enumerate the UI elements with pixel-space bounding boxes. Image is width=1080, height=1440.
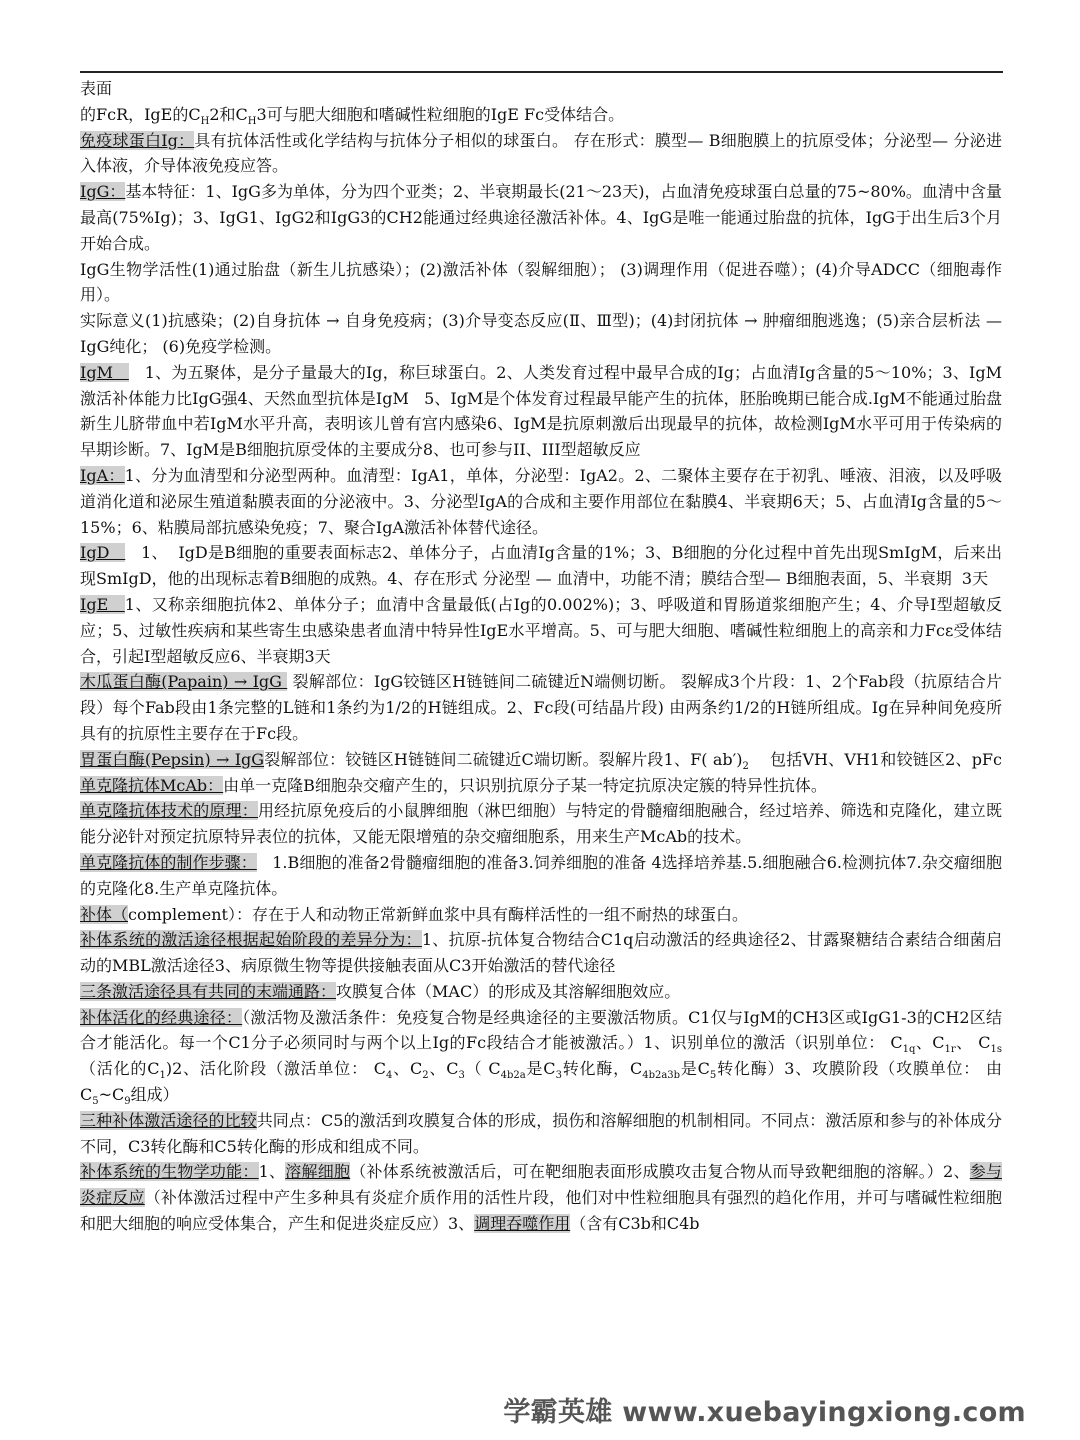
paragraph: 补体系统的生物学功能：1、溶解细胞（补体系统被激活后，可在靶细胞表面形成膜攻击复合物从而导致靶细胞的溶解。）2、参与炎症反应（补体激活过程中产生多种具有炎症介质作用的活性片段，他们对中性粒细胞具有强烈的趋化作用，并可与嗜碱性粒细胞和肥大细胞的响应受体集合，产生和促进炎症反应）3、调理吞噬作用（含有C3b和C4b: [80, 1162, 1002, 1234]
paragraph: 表面: [80, 79, 113, 98]
paragraph: IgG：基本特征：1、IgG多为单体，分为四个亚类；2、半衰期最长(21～23天)，占血清免疫球蛋白总量的75~80%。血清中含量最高(75%Ig)；3、IgG1、IgG2和IgG3的CH2能通过经典途径激活补体。4、IgG是唯一能通过胎盘的抗体，IgG于出生后3个月开始合成。: [80, 182, 1002, 253]
paragraph: IgG生物学活性(1)通过胎盘（新生儿抗感染）；(2)激活补体（裂解细胞）； (3)调理作用（促进吞噬）；(4)介导ADCC（细胞毒作用）。: [80, 259, 1002, 305]
footer-watermark: 学霸英雄 www.xuebayingxiong.com: [503, 1397, 1026, 1428]
paragraph: 的FcR，IgE的$C_H2$和$C_H3$可与肥大细胞和嗜碱性粒细胞的IgE Fc受体结合。: [80, 104, 625, 127]
paragraph: IgE 1、又称亲细胞抗体2、单体分子；血清中含量最低(占Ig的0.002%)；3、呼吸道和胃肠道浆细胞产生；4、介导Ⅰ型超敏反应；5、过敏性疾病和某些寄生虫感染患者血清中特异性IgE水平增高。5、可与肥大细胞、嗜碱性粒细胞上的高亲和力Fcε受体结合，引起Ⅰ型超敏反应6、半衰期3天: [80, 594, 1002, 666]
paragraph: 木瓜蛋白酶(Papain) → IgG 裂解部位：IgG铰链区H链链间二硫键近N端侧切断。 裂解成3个片段：1、2个Fab段（抗原结合片段）每个Fab段由1条完整的L链和1条约为1/2的H链组成。2、Fc段(可结晶片段) 由两条约1/2的H链所组成。Ig在异种间免疫所具有的抗原性主要存在于Fc段。: [80, 672, 1002, 743]
paragraph: 免疫球蛋白Ig：具有抗体活性或化学结构与抗体分子相似的球蛋白。 存在形式：膜型— B细胞膜上的抗原受体；分泌型— 分泌进入体液，介导体液免疫应答。: [80, 130, 1002, 176]
paragraph: 三条激活途径具有共同的末端通路：攻膜复合体（MAC）的形成及其溶解细胞效应。: [80, 981, 681, 1001]
paragraph: IgD 1、 IgD是B细胞的重要表面标志2、单体分子，占血清Ig含量的1%；3、B细胞的分化过程中首先出现SmIgM，后来出现SmIgD，他的出现标志着B细胞的成熟。4、存在形式 分泌型 — 血清中，功能不清；膜结合型— B细胞表面，5、半衰期 3天: [80, 543, 1002, 589]
paragraph: 补体系统的激活途径根据起始阶段的差异分为：1、抗原-抗体复合物结合C1q启动激活的经典途径2、甘露聚糖结合素结合细菌启动的MBL激活途径3、病原微生物等提供接触表面从C3开始激活的替代途径: [80, 930, 1002, 976]
paragraph: 三种补体激活途径的比较共同点：C5的激活到攻膜复合体的形成，损伤和溶解细胞的机制相同。不同点：激活原和参与的补体成分不同，C3转化酶和C5转化酶的形成和组成不同。: [80, 1110, 1002, 1156]
document-body: [80, 76, 1002, 1237]
paragraph: 补体活化的经典途径：（激活物及激活条件：免疫复合物是经典途径的主要激活物质。C1仅与IgM的CH3区或IgG1-3的CH2区结合才能活化。每一个C1分子必须同时与两个以上Ig的Fc段结合才能被激活。）1、识别单位的激活（识别单位： $C_{1q}$、$C_{1r}$、 $C_{1s}$（活化的$C_1)2$、活化阶段（激活单位： $C_4$、$C_2$、$C_3$（ $C_{4b2a}$是$C_3$转化酶，$C_{4b2a3b}$是$C_5$转化酶）3、攻膜阶段（攻膜单位： 由$C_5\sim C_9$组成）: [80, 1007, 1003, 1108]
paragraph: 实际意义(1)抗感染；(2)自身抗体 → 自身免疫病；(3)介导变态反应(Ⅱ、Ⅲ型)；(4)封闭抗体 → 肿瘤细胞逃逸；(5)亲合层析法 — IgG纯化； (6)免疫学检测。: [80, 311, 1002, 356]
header-rule: [80, 71, 1003, 73]
paragraph: IgM 1、为五聚体，是分子量最大的Ig，称巨球蛋白。2、人类发育过程中最早合成的Ig；占血清Ig含量的5～10%；3、IgM激活补体能力比IgG强4、天然血型抗体是IgM 5、IgM是个体发育过程最早能产生的抗体，胚胎晚期已能合成.IgM不能通过胎盘新生儿脐带血中若IgM水平升高，表明该儿曾有宫内感染6、IgM是抗原刺激后出现最早的抗体，故检测IgM水平可用于传染病的早期诊断。7、IgM是B细胞抗原受体的主要成分8、也可参与II、III型超敏反应: [80, 362, 1002, 460]
paragraph: 胃蛋白酶(Pepsin) → IgG裂解部位：铰链区H链链间二硫键近C端切断。裂解片段1、F( $ab')_2$ 包括VH、VH1和铰链区2、pFc单克隆抗体McAb：由单一克隆B细胞杂交瘤产生的，只识别抗原分子某一特定抗原决定簇的特异性抗体。: [80, 749, 1002, 795]
paragraph: 补体（complement）：存在于人和动物正常新鲜血浆中具有酶样活性的一组不耐热的球蛋白。: [80, 904, 748, 924]
paragraph: 单克隆抗体技术的原理：用经抗原免疫后的小鼠脾细胞（淋巴细胞）与特定的骨髓瘤细胞融合，经过培养、筛选和克隆化，建立既能分泌针对预定抗原特异表位的抗体，又能无限增殖的杂交瘤细胞系，用来生产McAb的技术。: [80, 801, 1002, 847]
paragraph: IgA：1、分为血清型和分泌型两种。血清型：IgA1，单体，分泌型：IgA2。2、二聚体主要存在于初乳、唾液、泪液，以及呼吸道消化道和泌尿生殖道黏膜表面的分泌液中。3、分泌型IgA的合成和主要作用部位在黏膜4、半衰期6天；5、占血清Ig含量的5～15%；6、粘膜局部抗感染免疫；7、聚合IgA激活补体替代途径。: [80, 465, 1002, 537]
paragraph: 单克隆抗体的制作步骤： 1.B细胞的准备2骨髓瘤细胞的准备3.饲养细胞的准备 4选择培养基.5.细胞融合6.检测抗体7.杂交瘤细胞的克隆化8.生产单克隆抗体。: [80, 852, 1002, 898]
